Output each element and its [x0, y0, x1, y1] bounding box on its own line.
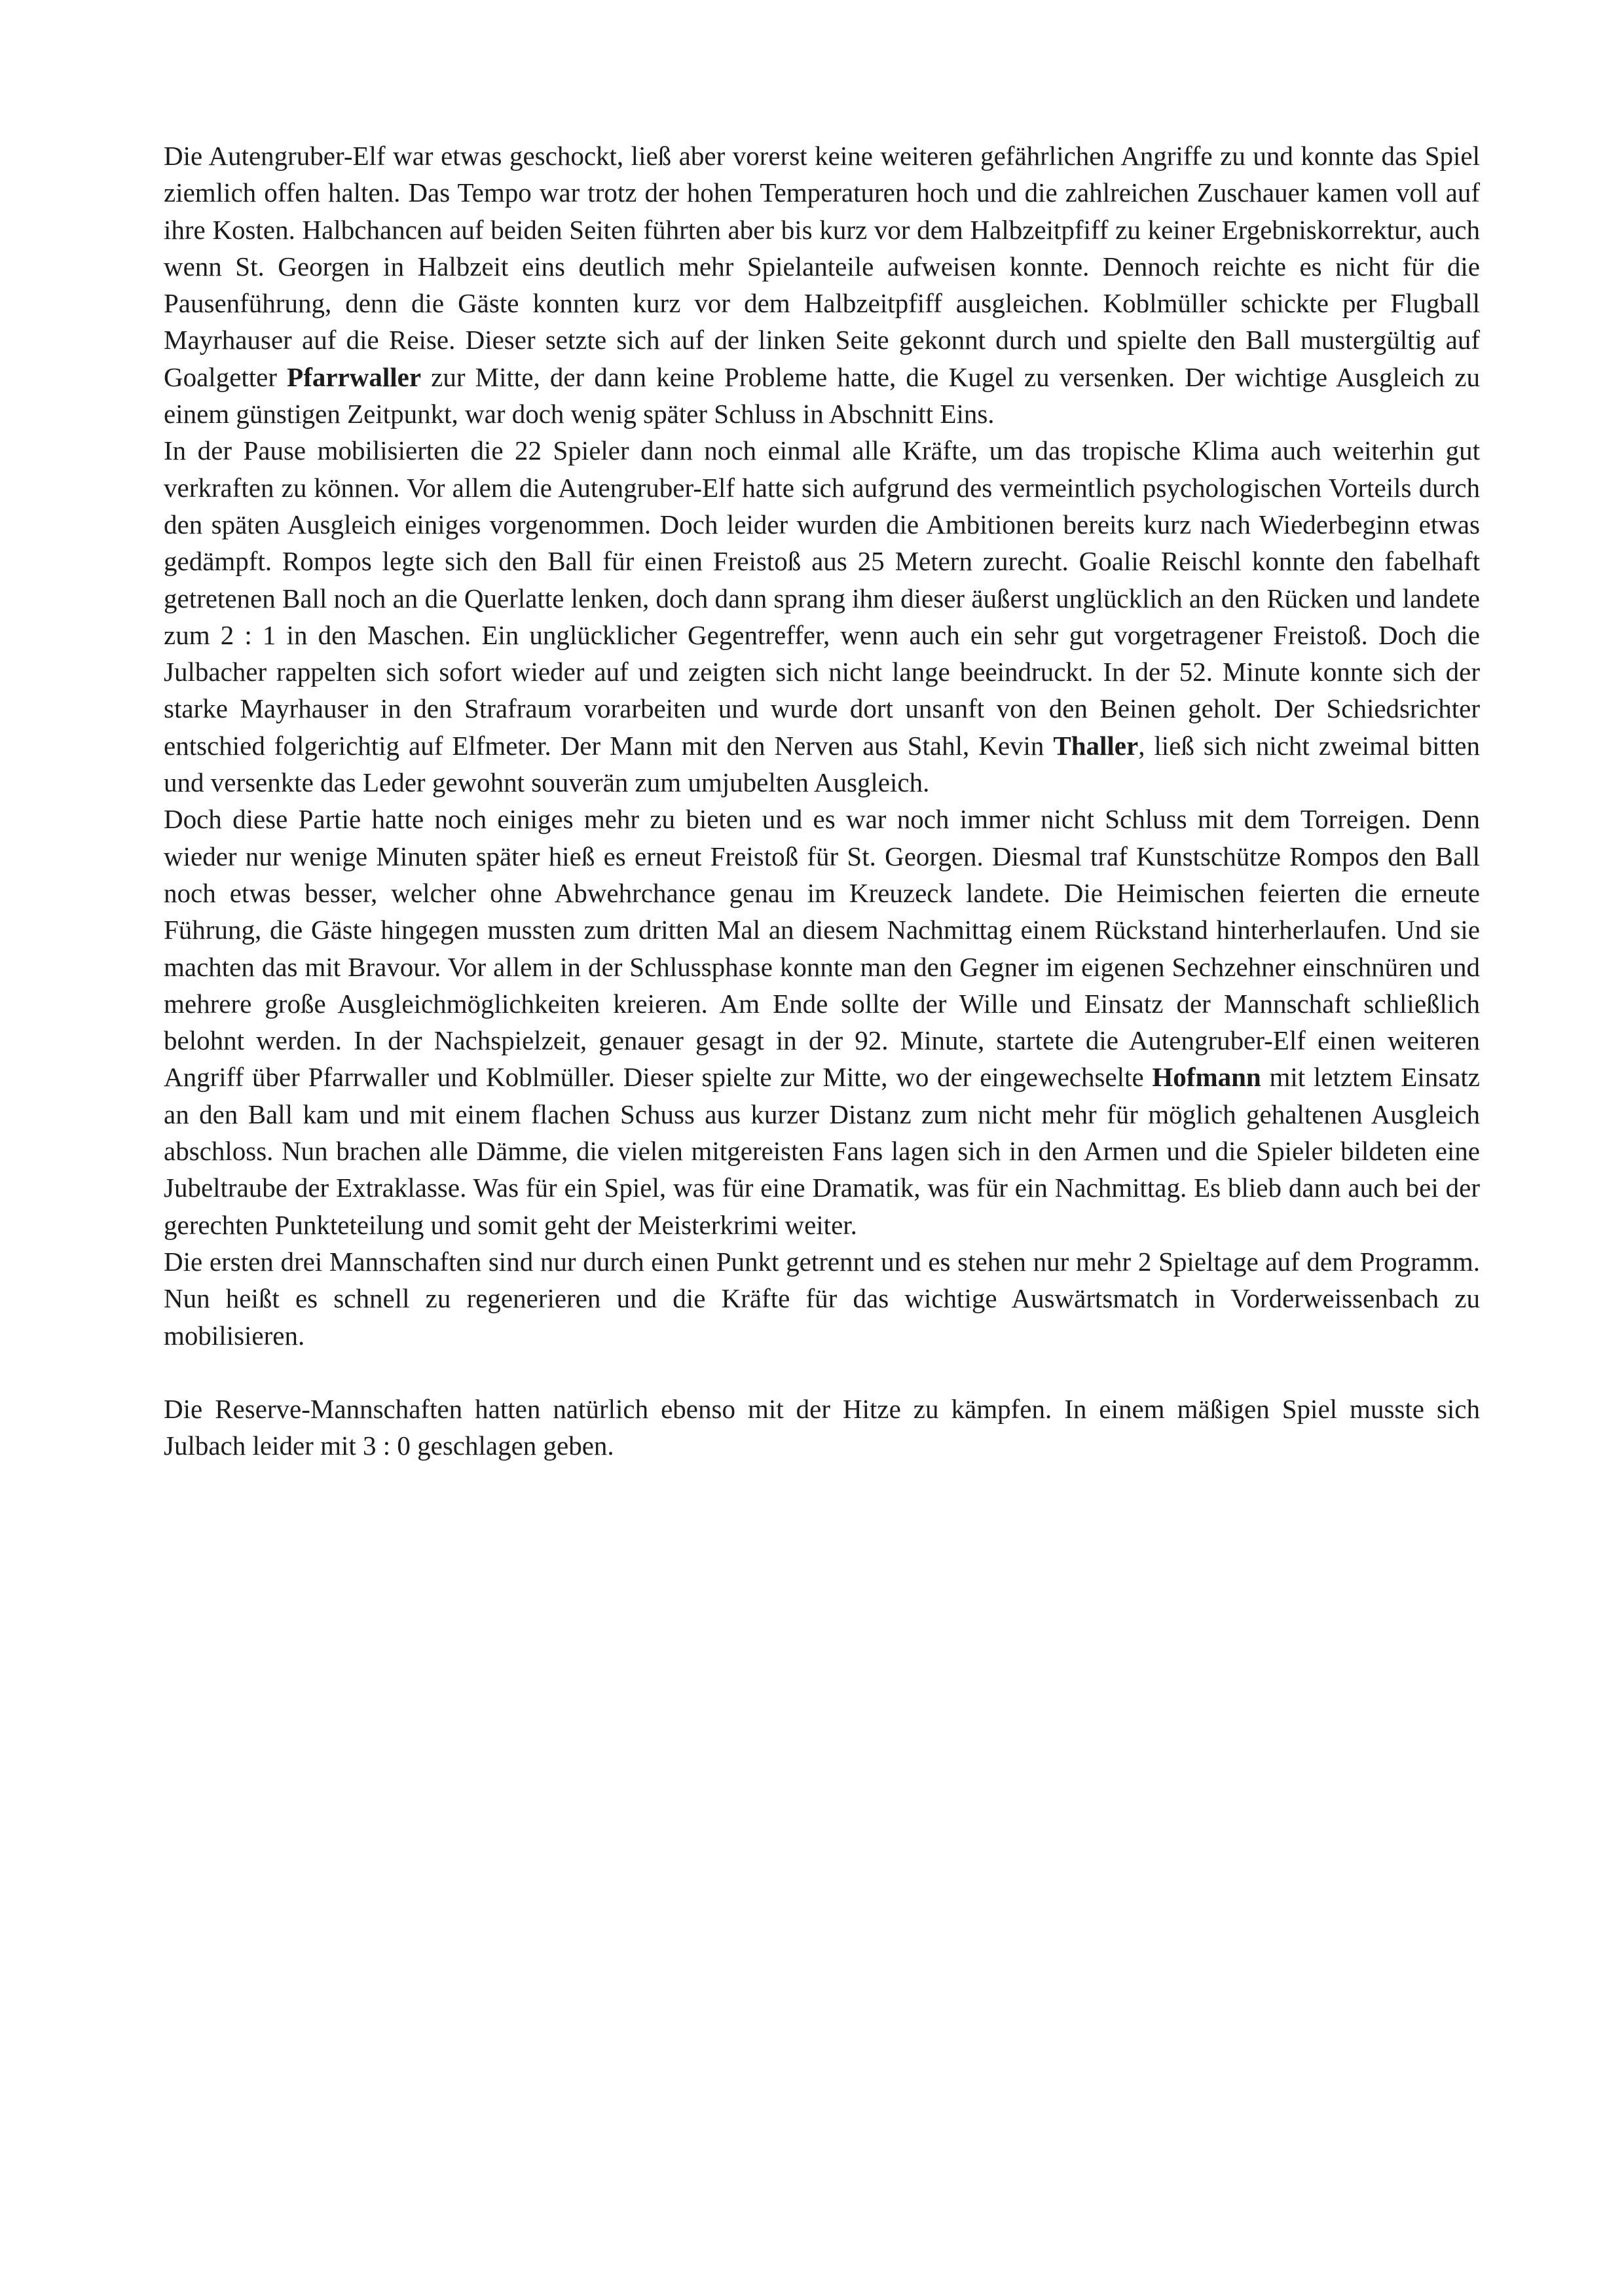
player-name-hofmann: Hofmann — [1152, 1062, 1261, 1093]
paragraph-second-half — [164, 432, 1480, 801]
paragraph-reserve — [164, 1391, 1480, 1465]
text-span: Die ersten drei Mannschaften sind nur durch einen Punkt getrennt und es stehen nur mehr 2 Spieltage auf dem Programm. Nun heißt es schnell zu regenerieren und die Kräfte für das wichtige Auswärtsmatch in Vorderweissenbach zu mobilisieren. — [164, 1246, 1480, 1351]
player-name-thaller: Thaller — [1053, 730, 1139, 761]
player-name-pfarrwaller: Pfarrwaller — [287, 361, 422, 392]
article-body — [164, 137, 1480, 1464]
paragraph-first-half — [164, 137, 1480, 432]
paragraph-outlook — [164, 1243, 1480, 1354]
text-span: Die Reserve-Mannschaften hatten natürlich ebenso mit der Hitze zu kämpfen. In einem mäßigen Spiel musste sich Julbach leider mit 3 : 0 geschlagen geben. — [164, 1393, 1480, 1461]
text-span: mit letztem Einsatz an den Ball kam und mit einem flachen Schuss aus kurzer Distanz zum nicht mehr für möglich gehaltenen Ausgleich abschloss. Nun brachen alle Dämme, die vielen mitgereisten Fans lagen sich in den Armen und die Spieler bildeten eine Jubeltraube der Extraklasse. Was für ein Spiel, was für eine Dramatik, was für ein Nachmittag. Es blieb dann auch bei der gerechten Punkteteilung und somit geht der Meisterkrimi weiter. — [164, 1062, 1480, 1240]
text-span: zur Mitte, der dann keine Probleme hatte, die Kugel zu versenken. Der wichtige Ausgleich zu einem günstigen Zeitpunkt, war doch wenig später Schluss in Abschnitt Eins. — [164, 361, 1480, 429]
text-span: Die Autengruber-Elf war etwas geschockt, ließ aber vorerst keine weiteren gefährlichen Angriffe zu und konnte das Spiel ziemlich offen halten. Das Tempo war trotz der hohen Temperaturen hoch und die zahlreichen Zuschauer kamen voll auf ihre Kosten. Halbchancen auf beiden Seiten führten aber bis kurz vor dem Halbzeitpfiff zu keiner Ergebniskorrektur, auch wenn St. Georgen in Halbzeit eins deutlich mehr Spielanteile aufweisen konnte. Dennoch reichte es nicht für die Pausenführung, denn die Gäste konnten kurz vor dem Halbzeitpfiff ausgleichen. Koblmüller schickte per Flugball Mayrhauser auf die Reise. Dieser setzte sich auf der linken Seite gekonnt durch und spielte den Ball mustergültig auf Goalgetter — [164, 141, 1480, 392]
text-span: In der Pause mobilisierten die 22 Spieler dann noch einmal alle Kräfte, um das tropische Klima auch weiterhin gut verkraften zu können. Vor allem die Autengruber-Elf hatte sich aufgrund des vermeintlich psychologischen Vorteils durch den späten Ausgleich einiges vorgenommen. Doch leider wurden die Ambitionen bereits kurz nach Wiederbeginn etwas gedämpft. Rompos legte sich den Ball für einen Freistoß aus 25 Metern zurecht. Goalie Reischl konnte den fabelhaft getretenen Ball noch an die Querlatte lenken, doch dann sprang ihm dieser äußerst unglücklich an den Rücken und landete zum 2 : 1 in den Maschen. Ein unglücklicher Gegentreffer, wenn auch ein sehr gut vorgetragener Freistoß. Doch die Julbacher rappelten sich sofort wieder auf und zeigten sich nicht lange beeindruckt. In der 52. Minute konnte sich der starke Mayrhauser in den Strafraum vorarbeiten und wurde dort unsanft von den Beinen geholt. Der Schiedsrichter entschied folgerichtig auf Elfmeter. Der Mann mit den Nerven aus Stahl, Kevin — [164, 435, 1480, 761]
text-span: Doch diese Partie hatte noch einiges mehr zu bieten und es war noch immer nicht Schluss mit dem Torreigen. Denn wieder nur wenige Minuten später hieß es erneut Freistoß für St. Georgen. Diesmal traf Kunstschütze Rompos den Ball noch etwas besser, welcher ohne Abwehrchance genau im Kreuzeck landete. Die Heimischen feierten die erneute Führung, die Gäste hingegen mussten zum dritten Mal an diesem Nachmittag einem Rückstand hinterherlaufen. Und sie machten das mit Bravour. Vor allem in der Schlussphase konnte man den Gegner im eigenen Sechzehner einschnüren und mehrere große Ausgleichmöglichkeiten kreieren. Am Ende sollte der Wille und Einsatz der Mannschaft schließlich belohnt werden. In der Nachspielzeit, genauer gesagt in der 92. Minute, startete die Autengruber-Elf einen weiteren Angriff über Pfarrwaller und Koblmüller. Dieser spielte zur Mitte, wo der eingewechselte — [164, 804, 1480, 1093]
text-span: , ließ sich nicht zweimal bitten und versenkte das Leder gewohnt souverän zum umjubelten Ausgleich. — [164, 730, 1480, 798]
paragraph-final-phase — [164, 801, 1480, 1243]
